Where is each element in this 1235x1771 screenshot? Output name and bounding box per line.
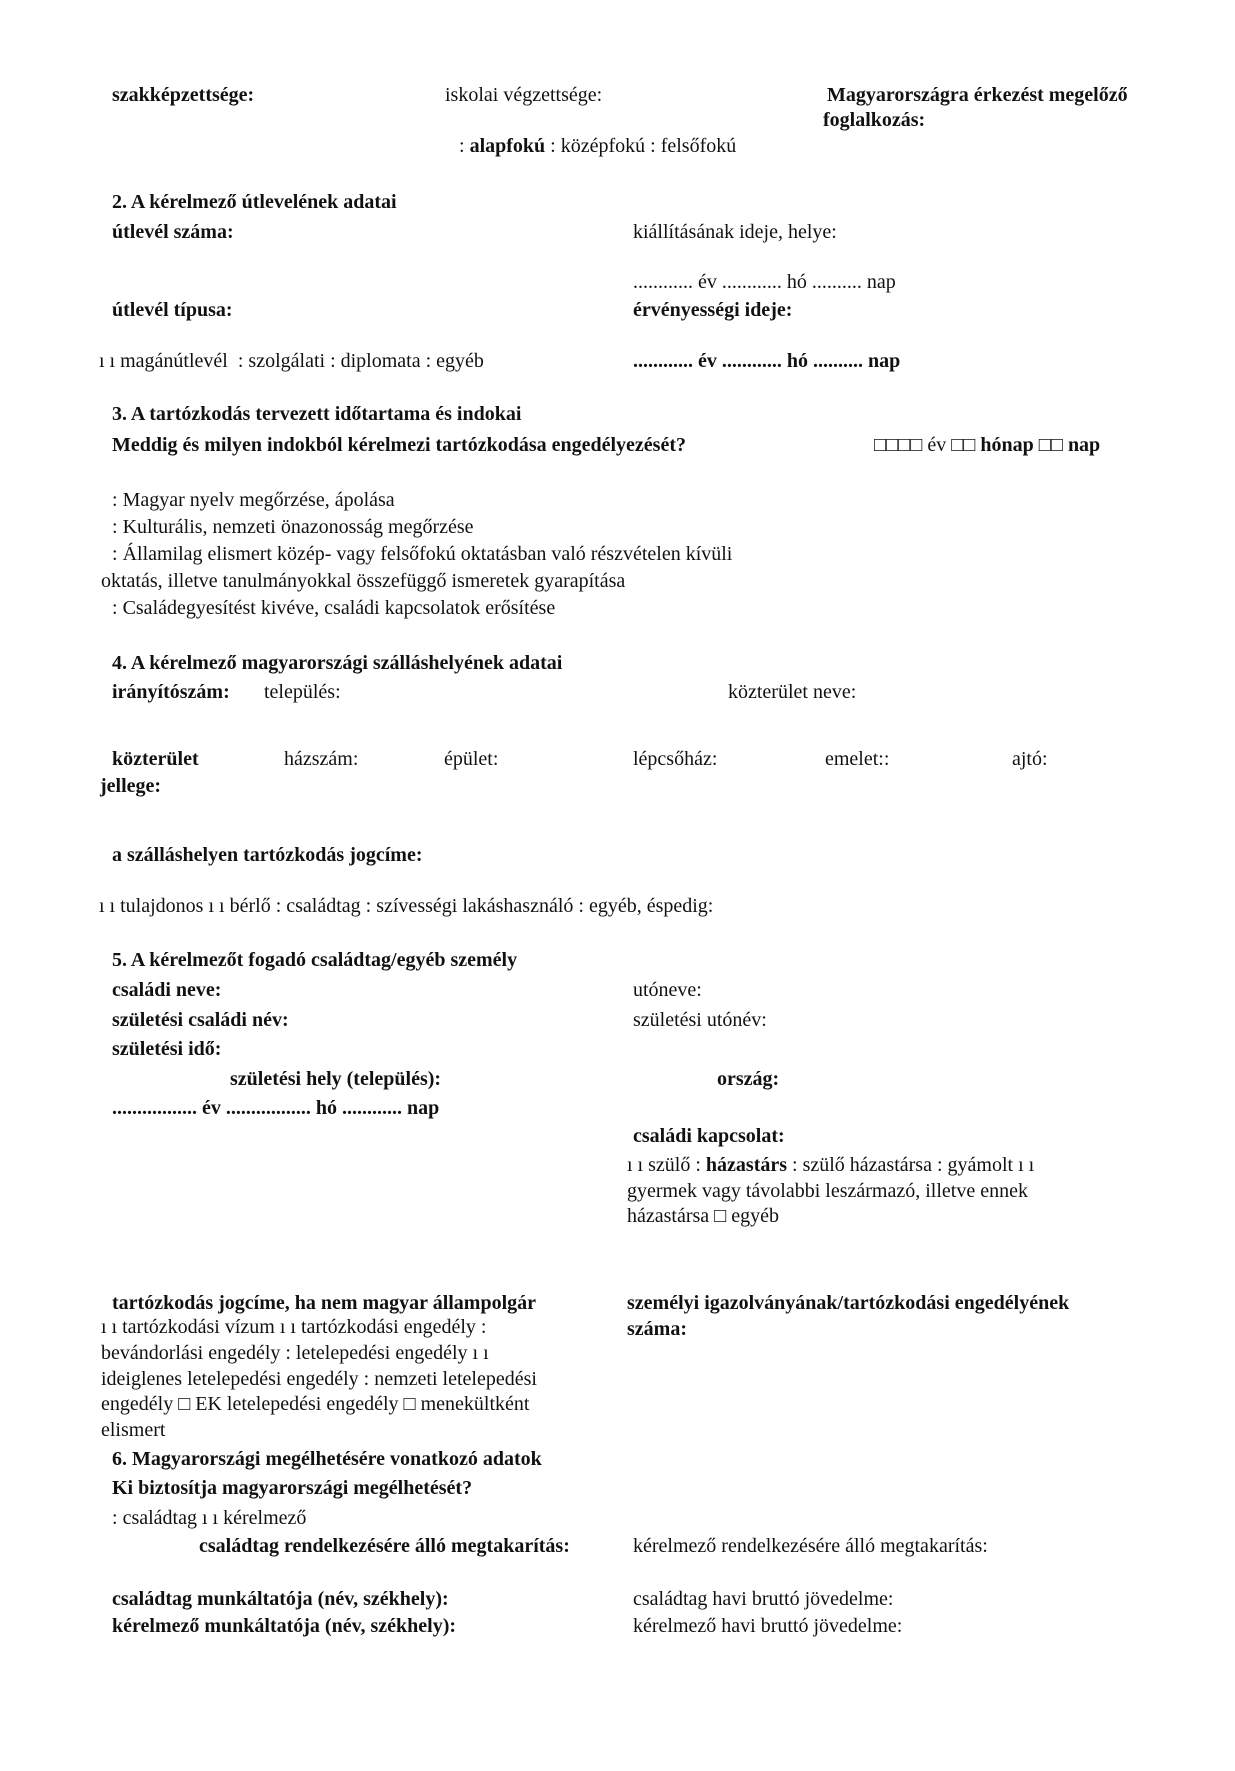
provider-applicant: kérelmező — [223, 1507, 307, 1529]
day-boxes: □□ — [1038, 434, 1063, 456]
residence-status-options-line: engedély □ EK letelepedési engedély □ menekültként — [101, 1393, 530, 1415]
year-boxes: □□□□ — [874, 434, 923, 456]
checkbox-mark: : — [112, 543, 118, 565]
reason-text: Magyar nyelv megőrzése, ápolása — [122, 489, 395, 511]
schooling-label: iskolai végzettsége: — [445, 84, 603, 106]
checkbox-mark: : — [650, 135, 656, 157]
checkbox-mark: : — [695, 1154, 701, 1176]
checkbox-mark: : — [459, 135, 465, 157]
floor-label: emelet:: — [825, 748, 890, 770]
given-name-label: utóneve: — [633, 979, 702, 1001]
checkbox-mark: ı ı — [99, 350, 116, 372]
passport-issue-date-field: ............ év ............ hó .......... nap — [633, 271, 896, 293]
reason-text: Kulturális, nemzeti önazonosság megőrzése — [122, 516, 474, 538]
checkbox-mark: ı ı — [627, 1154, 644, 1176]
door-label: ajtó: — [1012, 748, 1048, 770]
relationship-options-line3 — [627, 1205, 779, 1227]
residence-title-tenant: bérlő — [229, 895, 271, 917]
id-document-label-line1: személyi igazolványának/tartózkodási engedélyének — [627, 1292, 1070, 1314]
section5-title: 5. A kérelmezőt fogadó családtag/egyéb személy — [112, 949, 518, 971]
postal-code-label: irányítószám: — [112, 681, 230, 703]
checkbox-mark: □ — [714, 1205, 727, 1227]
relationship-parent-spouse: szülő házastársa — [802, 1154, 932, 1176]
checkbox-mark: : — [112, 597, 118, 619]
checkbox-mark: : — [550, 135, 556, 157]
residence-title-courtesy: szívességi lakáshasználó — [376, 895, 574, 917]
checkbox-mark: ı ı — [1018, 1154, 1035, 1176]
checkbox-mark: : — [112, 1507, 118, 1529]
checkbox-mark: ı ı — [201, 1507, 219, 1529]
reason-text: Családegyesítést kivéve, családi kapcsolatok erősítése — [122, 597, 556, 619]
residence-status-options-line: ı ı tartózkodási vízum ı ı tartózkodási engedély : — [101, 1316, 487, 1338]
checkbox-mark: : — [237, 350, 244, 372]
stay-duration-question: Meddig és milyen indokból kérelmezi tartózkodása engedélyezését? — [112, 434, 687, 456]
schooling-option-basic: alapfokú — [469, 135, 546, 157]
birth-date-field: ................. év ................. hó ............ nap — [112, 1097, 440, 1119]
birth-family-name-label: születési családi név: — [112, 1009, 289, 1031]
day-label: nap — [1067, 434, 1101, 456]
residence-title-owner: tulajdonos — [120, 895, 204, 917]
reason-item — [112, 597, 555, 619]
checkbox-mark: : — [578, 895, 584, 917]
checkbox-mark: : — [792, 1154, 798, 1176]
section6-title: 6. Magyarországi megélhetésére vonatkozó adatok — [112, 1448, 542, 1470]
checkbox-mark: : — [425, 350, 432, 372]
passport-number-label: útlevél száma: — [112, 221, 234, 243]
passport-issue-label: kiállításának ideje, helye: — [633, 221, 837, 243]
id-document-label-line2: száma: — [627, 1318, 687, 1340]
relationship-descendant-cont: házastársa — [627, 1205, 710, 1227]
checkbox-mark: : — [330, 350, 336, 372]
residence-title-label: a szálláshelyen tartózkodás jogcíme: — [112, 844, 423, 866]
family-savings-label: családtag rendelkezésére álló megtakarítás: — [199, 1535, 570, 1557]
relationship-label: családi kapcsolat: — [633, 1125, 785, 1147]
schooling-option-higher: felsőfokú — [660, 135, 737, 157]
checkbox-mark: : — [112, 516, 118, 538]
residence-status-options-line: ideiglenes letelepedési engedély : nemzeti letelepedési — [101, 1368, 537, 1390]
residence-status-label: tartózkodás jogcíme, ha nem magyar állampolgár — [112, 1292, 537, 1314]
schooling-option-secondary: középfokú — [560, 135, 646, 157]
residence-title-other: egyéb, éspedig: — [588, 895, 714, 917]
relationship-spouse: házastárs — [705, 1154, 788, 1176]
residence-title-family-member: családtag — [286, 895, 361, 917]
relationship-options-line1 — [627, 1154, 1034, 1176]
provider-family-member: családtag — [122, 1507, 197, 1529]
reason-text: Államilag elismert közép- vagy felsőfokú oktatásban való részvételen kívüli — [122, 543, 733, 565]
relationship-descendant: gyermek vagy távolabbi leszármazó, illetve ennek — [627, 1180, 1028, 1202]
residence-title-options — [99, 895, 713, 917]
checkbox-mark: ı ı — [208, 895, 225, 917]
reason-item — [112, 543, 732, 565]
section2-title: 2. A kérelmező útlevelének adatai — [112, 191, 397, 213]
applicant-savings-label: kérelmező rendelkezésére álló megtakarítás: — [633, 1535, 988, 1557]
schooling-options — [459, 135, 736, 157]
checkbox-mark: : — [275, 895, 282, 917]
checkbox-mark: : — [365, 895, 372, 917]
checkbox-mark: : — [936, 1154, 943, 1176]
applicant-employer-label: kérelmező munkáltatója (név, székhely): — [112, 1615, 457, 1637]
applicant-income-label: kérelmező havi bruttó jövedelme: — [633, 1615, 903, 1637]
section3-title: 3. A tartózkodás tervezett időtartama és indokai — [112, 403, 522, 425]
section4-title: 4. A kérelmező magyarországi szálláshelyének adatai — [112, 652, 563, 674]
passport-type-label: útlevél típusa: — [112, 299, 233, 321]
month-boxes: □□ — [951, 434, 976, 456]
house-number-label: házszám: — [284, 748, 359, 770]
relationship-options-line2 — [627, 1180, 1028, 1202]
staircase-label: lépcsőház: — [633, 748, 718, 770]
passport-type-diplomatic: diplomata — [340, 350, 421, 372]
relationship-parent: szülő — [648, 1154, 691, 1176]
birth-place-label: születési hely (település): — [230, 1068, 442, 1090]
livelihood-question: Ki biztosítja magyarországi megélhetését? — [112, 1477, 473, 1499]
passport-type-private: magánútlevél — [120, 350, 228, 372]
country-label: ország: — [717, 1068, 780, 1090]
year-label: év — [927, 434, 947, 456]
street-type-label-line1: közterület — [112, 748, 199, 770]
qualification-label: szakképzettsége: — [112, 84, 255, 106]
street-type-label-line2: jellege: — [100, 775, 162, 797]
family-income-label: családtag havi bruttó jövedelme: — [633, 1588, 894, 1610]
birth-date-label: születési idő: — [112, 1038, 222, 1060]
passport-type-other: egyéb — [436, 350, 484, 372]
reason-item — [112, 516, 474, 538]
checkbox-mark: ı ı — [99, 895, 116, 917]
previous-occupation-label-line1: Magyarországra érkezést megelőző — [827, 84, 1128, 106]
birth-given-name-label: születési utónév: — [633, 1009, 767, 1031]
settlement-label: település: — [264, 681, 341, 703]
family-employer-label: családtag munkáltatója (név, székhely): — [112, 1588, 449, 1610]
passport-type-options — [99, 350, 484, 372]
previous-occupation-label-line2: foglalkozás: — [823, 109, 926, 131]
relationship-other: egyéb — [731, 1205, 780, 1227]
passport-type-service: szolgálati — [248, 350, 326, 372]
stay-duration-boxes — [874, 434, 1100, 456]
residence-status-options-line: elismert — [101, 1419, 166, 1441]
street-name-label: közterület neve: — [728, 681, 857, 703]
livelihood-provider-options — [112, 1507, 306, 1529]
passport-validity-date-field: ............ év ............ hó .......... nap — [633, 350, 901, 372]
building-label: épület: — [444, 748, 499, 770]
residence-status-options-line: bevándorlási engedély : letelepedési engedély ı ı — [101, 1342, 489, 1364]
month-label: hónap — [980, 434, 1034, 456]
passport-validity-label: érvényességi ideje: — [633, 299, 793, 321]
reason-text-continuation: oktatás, illetve tanulmányokkal összefüggő ismeretek gyarapítása — [101, 570, 626, 592]
checkbox-mark: : — [112, 489, 118, 511]
family-name-label: családi neve: — [112, 979, 222, 1001]
relationship-ward: gyámolt — [947, 1154, 1014, 1176]
reason-item — [112, 489, 395, 511]
